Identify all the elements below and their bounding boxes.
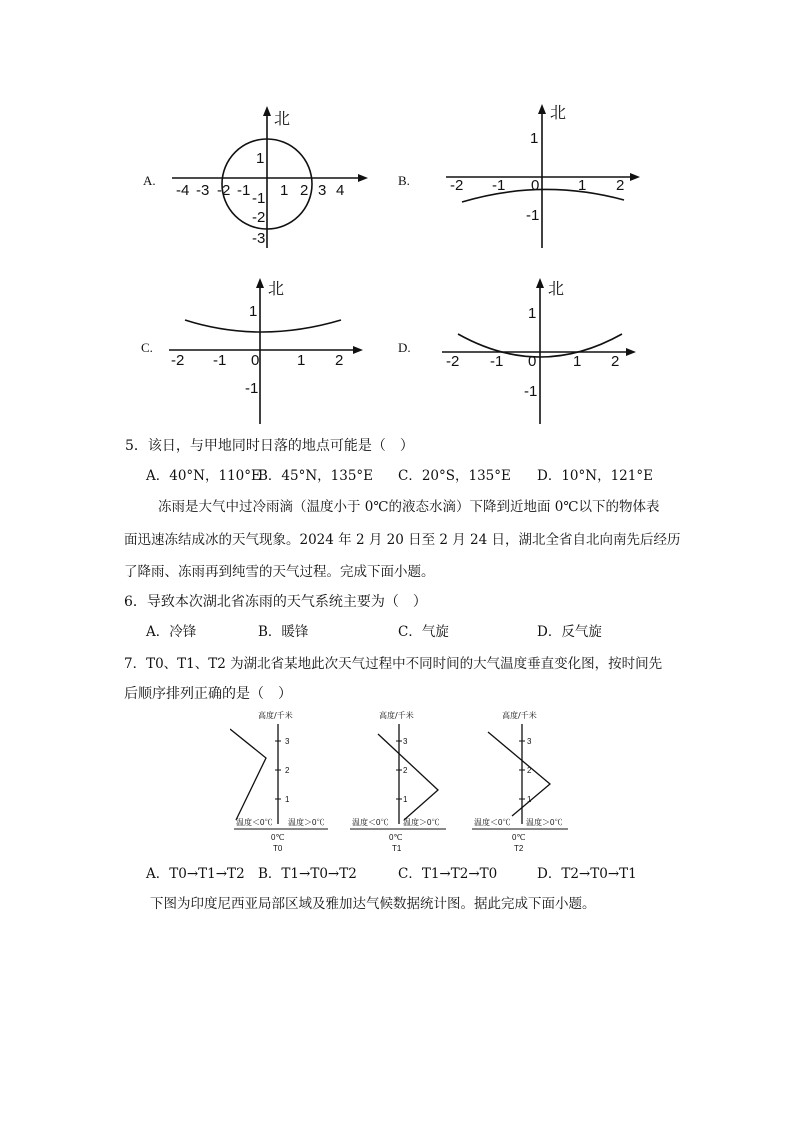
figure-d-x-tick: -2: [446, 353, 460, 370]
temp-chart-t1: [348, 708, 458, 858]
temp-chart-t0-tick-label: 3: [285, 737, 290, 746]
temp-chart-t2-tick-label: 3: [527, 737, 532, 746]
figure-d-y-tick: -1: [524, 383, 538, 400]
figure-b-x-tick: 2: [616, 177, 625, 194]
figure-a-y-tick: 1: [256, 150, 265, 167]
figure-c-diagram: [165, 270, 365, 426]
figure-b-x-tick: -2: [450, 177, 464, 194]
figure-d-x-tick: 1: [573, 353, 582, 370]
figure-a-x-tick: -3: [196, 182, 210, 199]
figure-d-x-tick: -1: [490, 353, 504, 370]
figure-b-y-tick: 1: [530, 130, 539, 147]
question-7-stem-line-1: 7．T0、T1、T2 为湖北省某地此次天气过程中不同时间的大气温度垂直变化图，按时间先: [124, 656, 663, 672]
temp-chart-t2: [472, 708, 582, 858]
figure-a-x-tick: 1: [280, 182, 289, 199]
question-6-option-d: D．反气旋: [537, 624, 602, 640]
figure-d-x-tick: 2: [611, 353, 620, 370]
figure-a-y-tick: -3: [252, 230, 266, 247]
figure-d-y-arrow: [536, 278, 544, 288]
figure-d-diagram: [440, 272, 640, 426]
passage-2: 下图为印度尼西亚局部区域及雅加达气候数据统计图。据此完成下面小题。: [150, 896, 596, 912]
figure-a-north-label: 北: [274, 109, 291, 128]
temp-chart-t0-zero: 0℃: [271, 833, 285, 842]
temp-chart-t2-right-label: 温度＞0℃: [526, 818, 563, 827]
question-5-option-c: C．20°S，135°E: [398, 468, 511, 484]
figure-b-diagram: [442, 98, 642, 250]
temp-chart-t1-left-label: 温度＜0℃: [352, 818, 389, 827]
figure-d-north-label: 北: [548, 279, 565, 298]
figure-b-x-tick: -1: [492, 177, 506, 194]
figure-b-x-tick: 1: [578, 177, 587, 194]
figure-c-curve: [185, 320, 341, 332]
figure-c-x-tick: -2: [171, 352, 185, 369]
temp-chart-t1-name: T1: [392, 844, 402, 853]
temp-chart-t0-left-label: 温度＜0℃: [236, 818, 273, 827]
figure-a-y-tick: -1: [252, 190, 266, 207]
figure-b-x-tick: 0: [531, 177, 540, 194]
option-a-label: A.: [143, 173, 156, 188]
figure-c-y-tick: -1: [245, 380, 259, 397]
temp-chart-t0: [230, 708, 340, 858]
figure-a-y-tick: -2: [252, 209, 266, 226]
figure-a-x-tick: -1: [237, 182, 251, 199]
figure-c-y-arrow: [256, 278, 264, 288]
option-d-label: D.: [398, 340, 411, 355]
question-7-option-b: B．T1→T0→T2: [258, 866, 357, 882]
option-c-label: C.: [141, 340, 153, 355]
temp-chart-t1-zero: 0℃: [389, 833, 403, 842]
temp-chart-t1-tick-label: 2: [403, 766, 408, 775]
figure-b-y-tick: -1: [526, 207, 540, 224]
figure-b-y-arrow: [538, 104, 546, 114]
question-6-stem: 6．导致本次湖北省冻雨的天气系统主要为（ ）: [124, 594, 427, 610]
figure-d-x-arrow: [626, 348, 636, 356]
temp-chart-t2-zero: 0℃: [512, 833, 526, 842]
figure-a-y-arrow: [263, 106, 271, 116]
figure-c-x-tick: -1: [213, 352, 227, 369]
temp-chart-t1-profile: [378, 734, 438, 820]
figure-c-x-tick: 1: [297, 352, 306, 369]
passage-1-line-1: 冻雨是大气中过冷雨滴（温度小于 0℃的液态水滴）下降到近地面 0℃以下的物体表: [158, 499, 660, 515]
question-7-option-c: C．T1→T2→T0: [398, 866, 498, 882]
figure-c-x-arrow: [353, 346, 363, 354]
figure-d-y-tick: 1: [528, 305, 537, 322]
figure-d-x-tick: 0: [528, 353, 537, 370]
passage-1-line-2: 面迅速冻结成冰的天气现象。2024 年 2 月 20 日至 2 月 24 日，湖北全省自北向南先后经历: [124, 532, 681, 548]
question-5-option-a: A．40°N，110°E: [146, 468, 261, 484]
figure-a-x-arrow: [358, 174, 368, 182]
question-6-option-a: A．冷锋: [146, 624, 197, 640]
temp-chart-t2-profile: [488, 732, 550, 816]
temp-chart-t2-tick-label: 1: [527, 795, 532, 804]
option-b-label: B.: [398, 173, 410, 188]
temp-chart-t0-profile: [230, 729, 266, 820]
temp-chart-t0-tick-label: 2: [285, 766, 290, 775]
question-5-stem: 5．该日，与甲地同时日落的地点可能是（ ）: [125, 438, 414, 454]
figure-b-curve: [462, 189, 624, 202]
figure-a-x-tick: 2: [300, 182, 309, 199]
temp-chart-t0-right-label: 温度＞0℃: [288, 818, 325, 827]
temp-chart-t1-ylabel: 高度/千米: [379, 711, 414, 720]
question-6-option-c: C．气旋: [398, 624, 449, 640]
temp-chart-t1-tick-label: 3: [403, 737, 408, 746]
temp-chart-t1-right-label: 温度＞0℃: [403, 818, 440, 827]
question-7-option-d: D．T2→T0→T1: [537, 866, 637, 882]
figure-b-north-label: 北: [550, 103, 567, 122]
temp-chart-t1-tick-label: 1: [403, 795, 408, 804]
figure-a-x-tick: -4: [176, 182, 190, 199]
figure-c-x-tick: 2: [335, 352, 344, 369]
figure-a-x-tick: -2: [217, 182, 231, 199]
temp-chart-t0-name: T0: [273, 844, 283, 853]
figure-c-x-tick: 0: [251, 352, 260, 369]
figure-a-x-tick: 4: [336, 182, 345, 199]
passage-1-line-3: 了降雨、冻雨再到纯雪的天气过程。完成下面小题。: [124, 564, 435, 580]
temp-chart-t2-tick-label: 2: [527, 766, 532, 775]
temp-chart-t2-name: T2: [514, 844, 524, 853]
question-6-option-b: B．暖锋: [258, 624, 309, 640]
temp-chart-t2-left-label: 温度＜0℃: [474, 818, 511, 827]
question-5-option-d: D．10°N，121°E: [537, 468, 653, 484]
figure-c-north-label: 北: [268, 279, 285, 298]
figure-a-diagram: [170, 100, 370, 250]
temp-chart-t0-ylabel: 高度/千米: [258, 711, 293, 720]
temp-chart-t0-tick-label: 1: [285, 795, 290, 804]
figure-b-x-arrow: [630, 173, 640, 181]
temp-chart-t2-ylabel: 高度/千米: [502, 711, 537, 720]
figure-a-x-tick: 3: [318, 182, 327, 199]
question-7-option-a: A．T0→T1→T2: [146, 866, 245, 882]
question-7-stem-line-2: 后顺序排列正确的是（ ）: [124, 686, 292, 702]
figure-c-y-tick: 1: [249, 303, 258, 320]
question-5-option-b: B．45°N，135°E: [258, 468, 374, 484]
